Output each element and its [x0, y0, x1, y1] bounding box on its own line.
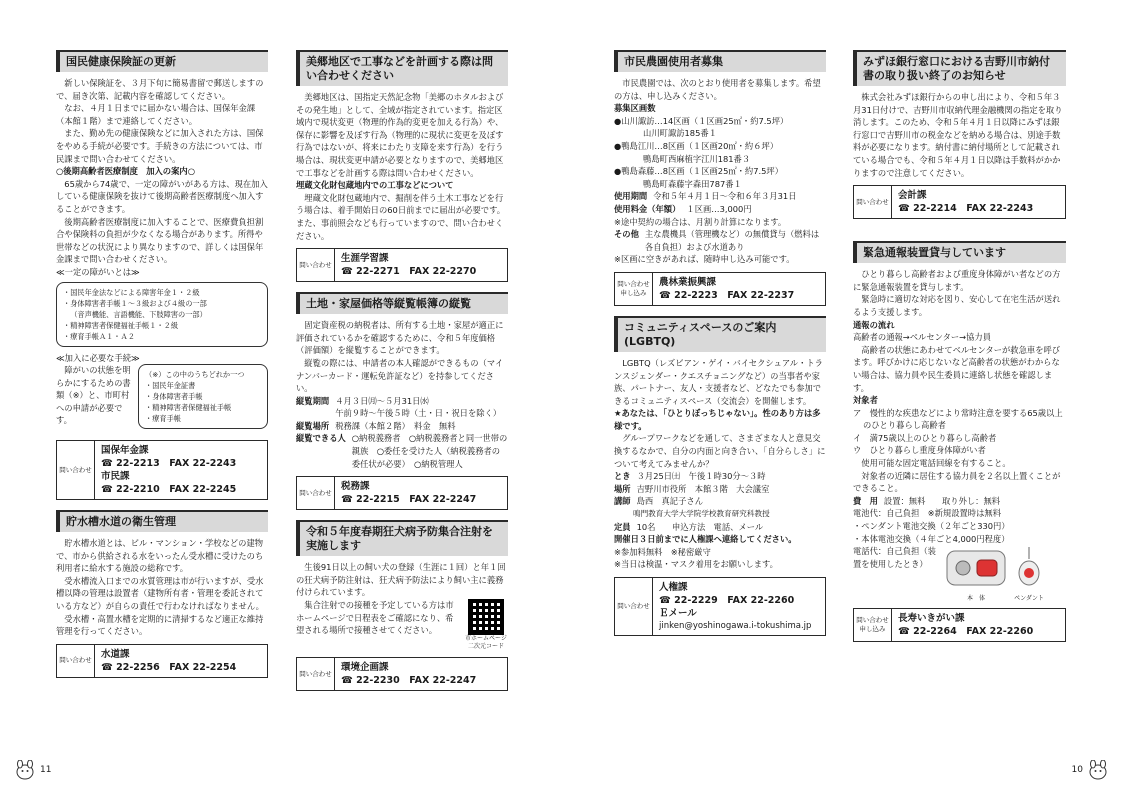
- paragraph: 縦覧の際には、申請者の本人確認ができるもの（マイナンバーカード・運転免許証など）を持参してください。: [296, 357, 504, 394]
- email-label: Ｅメール: [659, 608, 697, 619]
- section-water-tank: [56, 510, 268, 678]
- list-item: ・精神障害者保健福祉手帳: [145, 403, 232, 413]
- section-title: 土地・家屋価格等縦覧帳簿の縦覧: [296, 292, 508, 314]
- note: ※区画に空きがあれば、随時申し込み可能です。: [614, 254, 795, 265]
- paragraph: LGBTQ（レズビアン・ゲイ・バイセクシュアル・トランスジェンダー・クエスチョニングなど）の当事者や家族、パートナー、友人・支援者など、どなたでも参加できるコミュニティスペース（交流会）を開催します。: [614, 357, 823, 406]
- paragraph: 高齢者の通報→ベルセンター→協力員: [853, 332, 992, 343]
- page-number-left: [14, 760, 51, 780]
- image-caption: ペンダント: [1014, 595, 1044, 603]
- phone-fax: ☎ 22-2215 FAX 22-2247: [341, 494, 477, 506]
- contact-box: [296, 248, 508, 282]
- paragraph: なお、４月１日までに届かない場合は、国保年金課（本館１階）まで連絡してください。: [56, 103, 256, 126]
- list-item: ・身体障害者手帳: [145, 392, 203, 402]
- list-item: ・精神障害者保健福祉手帳１・２級: [63, 320, 179, 330]
- paragraph: グループワークなどを通して、さまざまな人と意見交換するなかで、自分の内面と向き合い、「自分らしさ」について考えてみませんか？: [614, 433, 826, 469]
- paragraph: 株式会社みずほ銀行からの申し出により、令和５年３月31日付けで、吉野川市収納代理金融機関の指定を取り消します。このため、令和５年４月１日以降にみずほ銀行窓口で吉野川市の税金などを納める場合は、別途手数料が必要になります。納付書に納付場所として記載されている場合でも、令和５年４月１日以降は手数料がかかりますので注意してください。: [853, 92, 1063, 178]
- contact-box: [853, 608, 1066, 642]
- list-item: ウ ひとり暮らし重度身体障がい者: [853, 445, 986, 456]
- list-item: （音声機能、言語機能、下肢障害の一部）: [70, 309, 207, 319]
- subheading: ○後期高齢者医療制度 加入の案内○: [56, 166, 195, 177]
- section-title: 令和５年度春期狂犬病予防集合注射を実施します: [296, 520, 508, 556]
- department: 環境企画課: [341, 662, 389, 674]
- list-item: ・療育手帳: [145, 414, 181, 424]
- contact-box: [56, 440, 268, 500]
- section-lgbtq: [614, 316, 826, 636]
- contact-label: 問い合わせ: [615, 578, 653, 635]
- section-rabies: [296, 520, 508, 691]
- page-number: 10: [1071, 765, 1083, 775]
- list-item-address: 鴨島町西麻植字江川181番３: [643, 153, 751, 164]
- section-mizuho-bank: [853, 50, 1066, 219]
- phone-fax: ☎ 22-2223 FAX 22-2237: [659, 289, 795, 301]
- mascot-icon: [14, 760, 36, 780]
- fee-line: 電池代：自己負担 ※新規設置時は無料: [853, 508, 1002, 519]
- list-item: （※）この中のうちどれか一つ: [145, 370, 245, 380]
- mascot-icon: [1087, 760, 1109, 780]
- field-key: とき: [614, 471, 631, 482]
- paragraph: 生後91日以上の飼い犬の登録（生涯に１回）と年１回の狂犬病予防注射は、狂犬病予防法により飼い主に義務付けられています。: [296, 562, 506, 598]
- section-emergency-device: [853, 241, 1066, 642]
- note: ※参加料無料 ※秘密厳守: [614, 546, 711, 557]
- list-heading: ≪一定の障がいとは≫: [56, 266, 140, 277]
- department: 会計課: [898, 190, 927, 202]
- paragraph: 受水槽流入口までの水質管理は市が行いますが、受水槽以降の管理は設置者（建物所有者・管理を委託されている方など）が自らの責任で行わなければなりません。: [56, 575, 264, 612]
- paragraph: 美郷地区は、国指定天然記念物「美郷のホタルおよびその発生地」として、全域が指定されています。指定区域内で現状変更（物理的作為的変更を加える行為）や、保存に影響を及ぼす行為（物理的に現状に変更を及ぼす行為ではないが、将来にわたり支障を来す行為）を行う場合は、現状変更申請が必要となりますので、美郷地区で工事などを計画する際は問い合わせください。: [296, 92, 504, 178]
- note: ※途中契約の場合は、月割り計算になります。: [614, 216, 787, 227]
- contact-label: 問い合わせ: [297, 249, 335, 281]
- paragraph: 対象者の近隣に居住する協力員を２名以上置くことができること。: [853, 470, 1061, 494]
- section-misato-construction: [296, 50, 508, 282]
- field-key: 定員: [614, 521, 631, 532]
- department: 税務課: [341, 481, 370, 493]
- column-4: [853, 50, 1066, 652]
- contact-label: 問い合わせ 申し込み: [615, 273, 653, 305]
- field-key: 講師: [614, 496, 631, 507]
- paragraph: 受水槽・高置水槽を定期的に清掃するなど適正な維持管理を行ってください。: [56, 613, 264, 637]
- paragraph: 市民農園では、次のとおり使用者を募集します。希望の方は、申し込みください。: [614, 78, 821, 101]
- paragraph: 新しい保険証を、３月下旬に簡易書留で郵送しますので、届き次第、記載内容を確認してください。: [56, 78, 264, 101]
- list-item: ●鴨島江川…8区画（１区画20㎡・約６坪）: [614, 140, 779, 151]
- subheading: 通報の流れ: [853, 319, 895, 330]
- field-key: その他: [614, 229, 639, 240]
- list-item: ・身体障害者手帳１～３級および４級の一部: [63, 298, 207, 308]
- field-value: 税務課（本館２階） 料金 無料: [335, 420, 456, 431]
- field-key: 使用料金（年額）: [614, 203, 681, 214]
- subheading: 開催日３日前までに人権課へ連絡してください。: [614, 534, 797, 545]
- contact-box: [56, 644, 268, 678]
- field-key: 費 用: [853, 495, 878, 506]
- subheading: 対象者: [853, 395, 878, 406]
- image-caption: 本 体: [966, 595, 985, 603]
- field-value: 午前９時～午後５時（土・日・祝日を除く）: [335, 408, 502, 419]
- contact-label: 問い合わせ: [297, 477, 335, 509]
- field-value: 設置：無料 取り外し：無料: [883, 495, 1001, 506]
- section-citizen-farm: [614, 50, 826, 306]
- department: 市民課: [101, 471, 130, 483]
- department: 長寿いきがい課: [898, 613, 965, 625]
- contact-box: [296, 657, 508, 691]
- paragraph: 障がいの状態を明らかにするための書類（※）と、市町村への申請が必要です。: [56, 365, 131, 426]
- field-key: 縦覧できる人: [296, 433, 346, 444]
- section-title: コミュニティスペースのご案内(LGBTQ): [614, 316, 826, 352]
- contact-label: 問い合わせ 申し込み: [854, 609, 892, 641]
- contact-box: [296, 476, 508, 510]
- list-item: イ 満75歳以上のひとり暮らし高齢者: [853, 432, 997, 443]
- phone-fax: ☎ 22-2256 FAX 22-2254: [101, 661, 237, 673]
- field-value: １区画…3,000円: [686, 203, 752, 214]
- phone-fax: ☎ 22-2214 FAX 22-2243: [898, 203, 1034, 215]
- phone-fax: ☎ 22-2213 FAX 22-2243: [101, 458, 237, 470]
- list-item-address: 鴨島町森藤字森田787番１: [643, 178, 742, 189]
- required-documents-box: [138, 364, 268, 429]
- column-3: [614, 50, 826, 646]
- contact-box: [614, 577, 826, 636]
- paragraph: 65歳から74歳で、一定の障がいがある方は、現在加入している健康保険を抜けて後期高齢者医療制度へ加入することができます。: [56, 178, 268, 214]
- phone-fax: ☎ 22-2229 FAX 22-2260: [659, 595, 795, 606]
- column-2: [296, 50, 508, 701]
- lecturer-title: 鳴門教育大学大学院学校教育研究科教授: [633, 509, 770, 519]
- field-key: 使用期間: [614, 191, 648, 202]
- paragraph: ひとり暮らし高齢者および重度身体障がい者などの方に緊急通報装置を貸与します。: [853, 269, 1061, 292]
- phone-fax: ☎ 22-2230 FAX 22-2247: [341, 675, 477, 687]
- field-value: 10名 申込方法 電話、メール: [636, 521, 764, 532]
- paragraph: 後期高齢者医療制度に加入することで、医療費負担割合や保険料の負担が少なくなる場合があります。所得や世帯などの状況により異なりますので、詳しくは国保年金課まで問い合わせください。: [56, 216, 264, 265]
- disability-criteria-box: [56, 282, 268, 347]
- paragraph: 固定資産税の納税者は、所有する土地・家屋が適正に評価されているかを確認するために、令和５年度価格（評価額）を縦覧することができます。: [296, 320, 504, 356]
- contact-label: 問い合わせ: [297, 658, 335, 690]
- note: ※当日は検温・マスク着用をお願いします。: [614, 559, 778, 570]
- section-title: 緊急通報装置貸与しています: [853, 241, 1066, 263]
- list-item: ・国民年金法などによる障害年金１・２級: [63, 287, 200, 297]
- pendant-icon: [1013, 545, 1045, 589]
- paragraph: 緊急時に適切な対応を図り、安心して在宅生活が送れるよう支援します。: [853, 294, 1061, 317]
- paragraph: 集合注射での接種を予定している方は市ホームページで日程表をご確認になり、希望される場所で接種させてください。: [296, 600, 454, 636]
- page-number-right: [1072, 760, 1109, 780]
- field-value: 主な農機具（管理機など）の無償貸与（燃料は各自負担）および水道あり: [644, 229, 820, 252]
- phone-fax: ☎ 22-2264 FAX 22-2260: [898, 626, 1034, 638]
- paragraph: 使用可能な固定電話回線を有すること。: [861, 458, 1011, 469]
- contact-box: [853, 185, 1066, 219]
- list-item: ●山川諏訪…14区画（１区画25㎡・約7.5坪）: [614, 115, 789, 126]
- phone-fax: ☎ 22-2271 FAX 22-2270: [341, 266, 477, 278]
- fee-line: ・ペンダント電池交換（２年ごと330円）: [853, 521, 1010, 532]
- list-item: ・国民年金証書: [145, 381, 196, 391]
- field-value: 吉野川市役所 本館３階 大会議室: [636, 483, 770, 494]
- section-title: 市民農園使用者募集: [614, 50, 826, 72]
- phone-fax: ☎ 22-2210 FAX 22-2245: [101, 484, 237, 496]
- list-item: ●鴨島森藤…8区画（１区画25㎡・約7.5坪）: [614, 166, 784, 177]
- fee-line: ・本体電池交換（４年ごと4,000円程度）: [853, 533, 1010, 544]
- paragraph: 埋蔵文化財包蔵地内で、掘削を伴う土木工事などを行う場合は、着手開始日の60日前までに届出が必要です。また、事前照会なども行っていますので、問い合わせください。: [296, 192, 506, 241]
- field-value: 島西 真記子さん: [636, 496, 703, 507]
- list-heading: ≪加入に必要な手続≫: [56, 352, 140, 363]
- department: 水道課: [101, 648, 130, 660]
- email-address[interactable]: jinken@yoshinogawa.i-tokushima.jp: [659, 621, 812, 631]
- contact-label: 問い合わせ: [57, 441, 95, 499]
- qr-caption: 市ホームページ二次元コード: [465, 635, 507, 651]
- field-value: ３月25日㈯ 午後１時30分～３時: [636, 471, 766, 482]
- paragraph: 貯水槽水道とは、ビル・マンション・学校などの建物で、市から供給される水をいったん受水槽に受けたのち利用者に給水する施設の総称です。: [56, 538, 264, 574]
- department: 人権課: [659, 582, 688, 593]
- field-value: ○納税義務者 ○納税義務者と同一世帯の親族 ○委任を受けた人（納税義務者の委任状が必要） ○納税管理人: [351, 433, 508, 469]
- field-key: 縦覧場所: [296, 420, 330, 431]
- section-health-insurance: [56, 50, 268, 500]
- paragraph: また、勤め先の健康保険などに加入された方は、国保をやめる手続が必要です。手続きの方法については、市民課まで問い合わせてください。: [56, 128, 264, 164]
- section-title: 国民健康保険証の更新: [56, 50, 268, 72]
- list-item: ア 慢性的な疾患などにより常時注意を要する65歳以上のひとり暮らし高齢者: [853, 407, 1063, 431]
- contact-label: 問い合わせ: [57, 645, 95, 677]
- column-1: [56, 50, 268, 688]
- section-title: 貯水槽水道の衛生管理: [56, 510, 268, 532]
- section-property-ledger: [296, 292, 508, 510]
- section-title: みずほ銀行窓口における吉野川市納付書の取り扱い終了のお知らせ: [853, 50, 1066, 86]
- emergency-device-icon: [945, 545, 1007, 589]
- field-key: 場所: [614, 483, 631, 494]
- section-title: 美郷地区で工事などを計画する際は問い合わせください: [296, 50, 508, 86]
- subheading: ★あなたは、「ひとりぼっちじゃない」。性のあり方は多様です。: [614, 408, 821, 431]
- contact-label: 問い合わせ: [854, 186, 892, 218]
- qr-code-icon[interactable]: [468, 599, 504, 635]
- subheading: 埋蔵文化財包蔵地内での工事などについて: [296, 180, 454, 191]
- paragraph: 高齢者の状態にあわせてベルセンターが救急車を呼びます。呼びかけに応じないなど高齢者の状態がわからない場合は、協力員や民生委員に連絡し状態を確認します。: [853, 344, 1061, 393]
- department: 国保年金課: [101, 445, 149, 457]
- field-value: ４月３日㈪～５月31日㈬: [335, 395, 429, 406]
- field-value: 令和５年４月１日～令和６年３月31日: [653, 191, 797, 202]
- page-number: 11: [40, 765, 52, 775]
- subheading: 募集区画数: [614, 103, 656, 114]
- fee-line: 電話代：自己負担（装置を使用したとき）: [853, 546, 936, 569]
- list-item: ・療育手帳Ａ１・Ａ２: [63, 331, 135, 341]
- contact-box: [614, 272, 826, 306]
- department: 生涯学習課: [341, 253, 389, 265]
- department: 農林業振興課: [659, 276, 717, 288]
- list-item-address: 山川町諏訪185番１: [643, 128, 717, 139]
- field-key: 縦覧期間: [296, 395, 330, 406]
